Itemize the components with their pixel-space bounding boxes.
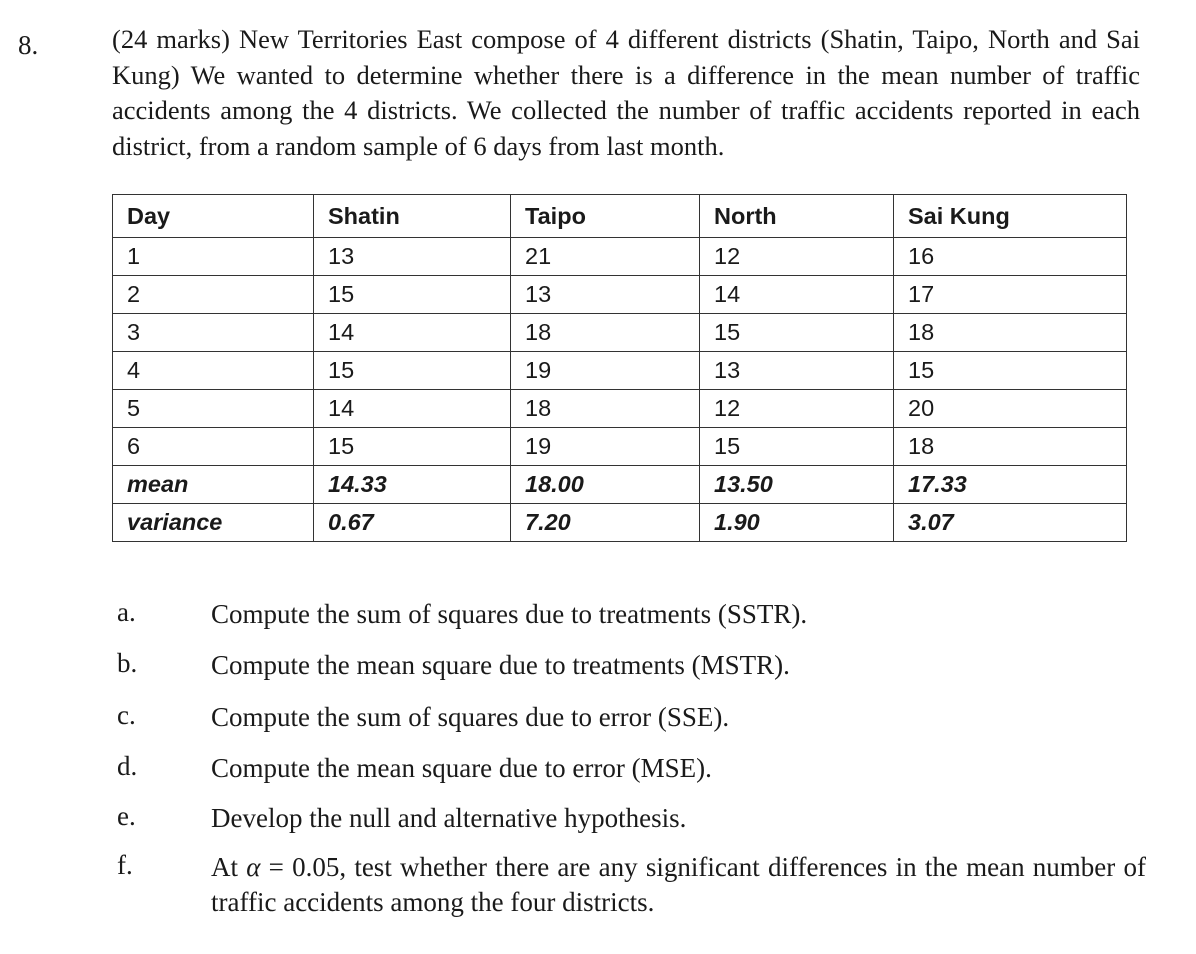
part-letter: f. — [117, 850, 133, 880]
mean-cell: 18.00 — [511, 466, 700, 504]
table-cell: 16 — [894, 238, 1127, 276]
table-cell: 12 — [700, 238, 894, 276]
mean-cell: 14.33 — [314, 466, 511, 504]
table-cell: 19 — [511, 428, 700, 466]
table-cell: 15 — [700, 314, 894, 352]
mean-cell: 13.50 — [700, 466, 894, 504]
table-cell: 3 — [113, 314, 314, 352]
table-cell: 15 — [314, 352, 511, 390]
part-letter: a. — [117, 597, 136, 627]
variance-row — [113, 504, 1127, 542]
header-cell-taipo: Taipo — [511, 195, 700, 238]
part-text: Compute the sum of squares due to error (SSE). — [211, 702, 730, 732]
part-letter: b. — [117, 648, 138, 678]
table-row — [113, 276, 1127, 314]
table-cell: 20 — [894, 390, 1127, 428]
table-cell: 18 — [894, 428, 1127, 466]
question-intro: (24 marks) New Territories East compose of 4 different districts (Shatin, Taipo, North and Sai Kung) We wanted to determine whether there is a difference in the mean number of traffic accidents among the 4 districts. We collected the number of traffic accidents reported in each district, from a random sample of 6 days from last month. — [112, 24, 1140, 161]
table-cell: 12 — [700, 390, 894, 428]
header-cell-sai-kung: Sai Kung — [894, 195, 1127, 238]
mean-cell: 17.33 — [894, 466, 1127, 504]
table-cell: 13 — [511, 276, 700, 314]
variance-cell: 0.67 — [314, 504, 511, 542]
table-cell: 14 — [314, 314, 511, 352]
header-cell-day: Day — [113, 195, 314, 238]
table-row — [113, 390, 1127, 428]
table-header-row — [113, 195, 1127, 238]
table-cell: 5 — [113, 390, 314, 428]
table-cell: 19 — [511, 352, 700, 390]
table-cell: 21 — [511, 238, 700, 276]
part-text: Develop the null and alternative hypothesis. — [211, 803, 687, 833]
question-number: 8. — [18, 30, 39, 60]
variance-cell: 7.20 — [511, 504, 700, 542]
variance-cell: 1.90 — [700, 504, 894, 542]
mean-row — [113, 466, 1127, 504]
table-cell: 18 — [511, 314, 700, 352]
table-cell: 15 — [894, 352, 1127, 390]
table-cell: 14 — [314, 390, 511, 428]
header-cell-north: North — [700, 195, 894, 238]
table-cell: 13 — [700, 352, 894, 390]
variance-label: variance — [113, 504, 314, 542]
part-letter: c. — [117, 700, 136, 730]
table-row — [113, 314, 1127, 352]
table-cell: 13 — [314, 238, 511, 276]
part-text: Compute the mean square due to error (MSE). — [211, 753, 712, 783]
accidents-table — [112, 194, 1127, 542]
part-letter: e. — [117, 801, 136, 831]
table-row — [113, 238, 1127, 276]
header-cell-shatin: Shatin — [314, 195, 511, 238]
table-cell: 17 — [894, 276, 1127, 314]
table-cell: 2 — [113, 276, 314, 314]
table-cell: 6 — [113, 428, 314, 466]
table-cell: 18 — [511, 390, 700, 428]
part-text: Compute the mean square due to treatments (MSTR). — [211, 650, 790, 680]
part-text: Compute the sum of squares due to treatments (SSTR). — [211, 599, 808, 629]
part-letter: d. — [117, 751, 138, 781]
part-text-prefix: At — [211, 852, 247, 882]
part-text — [211, 850, 1146, 920]
table-cell: 15 — [314, 276, 511, 314]
table-cell: 15 — [700, 428, 894, 466]
part-text-rest: = 0.05, test whether there are any significant differences in the mean number of traffic accidents among the four districts. — [211, 852, 1146, 917]
table-cell: 1 — [113, 238, 314, 276]
table-cell: 15 — [314, 428, 511, 466]
table-row — [113, 428, 1127, 466]
mean-label: mean — [113, 466, 314, 504]
table-cell: 4 — [113, 352, 314, 390]
variance-cell: 3.07 — [894, 504, 1127, 542]
table-cell: 14 — [700, 276, 894, 314]
alpha-symbol: α — [246, 852, 261, 882]
table-cell: 18 — [894, 314, 1127, 352]
table-row — [113, 352, 1127, 390]
